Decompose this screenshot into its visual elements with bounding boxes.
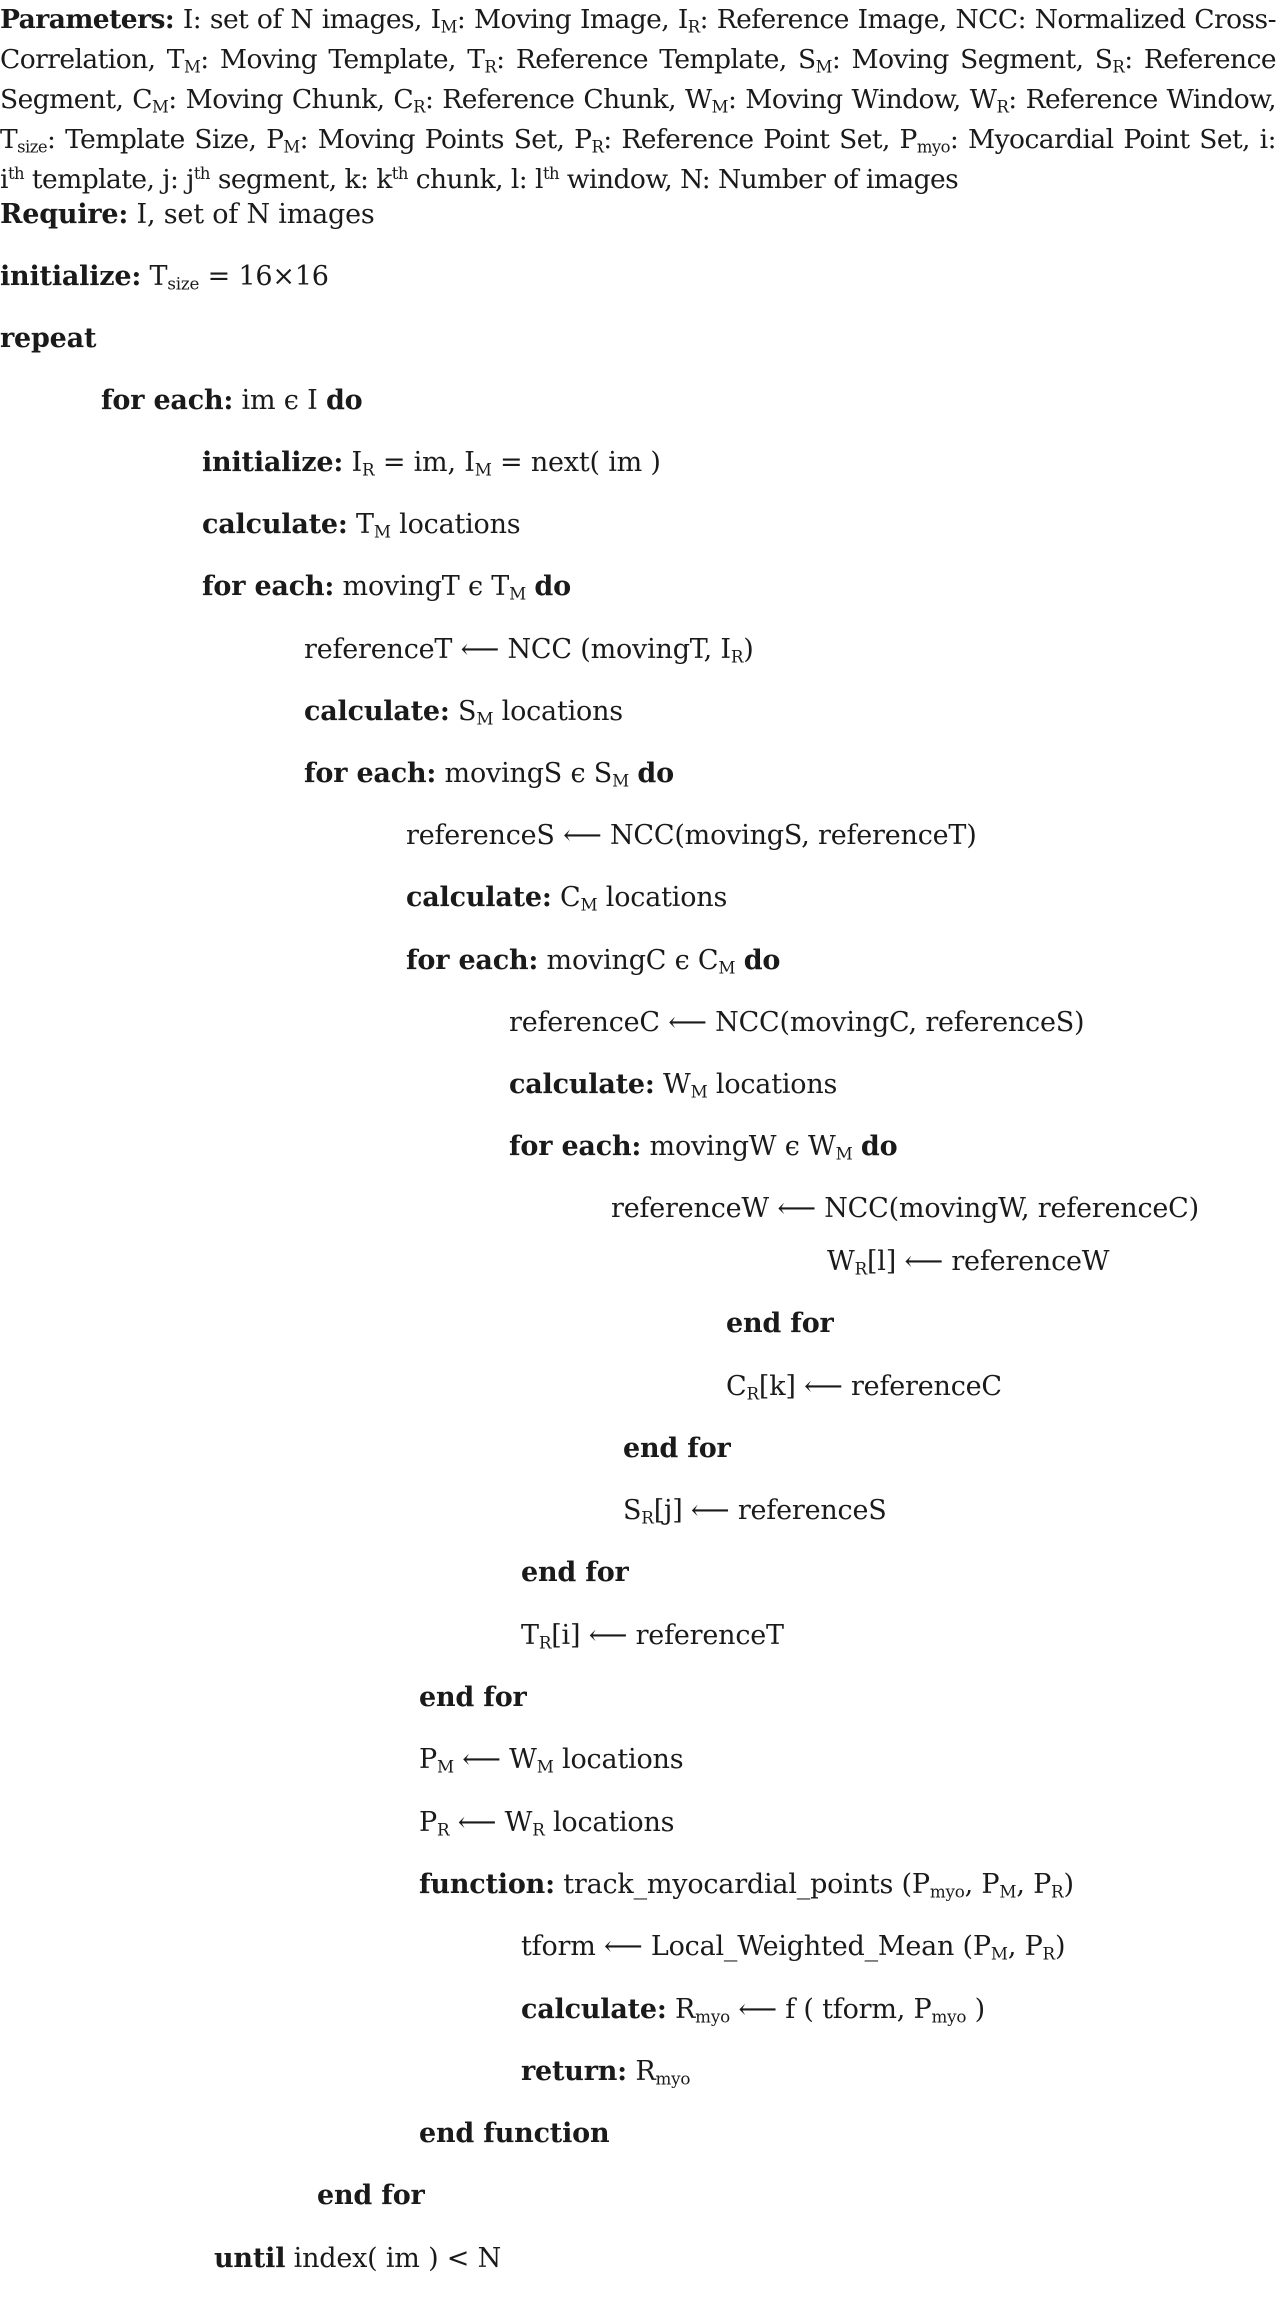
statement-text: P bbox=[419, 1744, 437, 1775]
keyword: Require: bbox=[0, 199, 129, 230]
param-description: : Moving Segment, bbox=[831, 44, 1095, 75]
param-description: template, bbox=[24, 164, 163, 195]
algorithm-line bbox=[509, 1003, 1084, 1043]
param-description: : Reference Image, bbox=[699, 4, 956, 35]
algorithm-line bbox=[419, 2114, 609, 2154]
param-subscript: myo bbox=[916, 137, 950, 157]
statement-text: T bbox=[141, 261, 168, 292]
algorithm-line bbox=[521, 1616, 784, 1656]
algorithm-line bbox=[521, 2052, 690, 2092]
keyword: end for bbox=[521, 1557, 629, 1588]
keyword: do bbox=[534, 571, 571, 602]
statement-text: locations bbox=[493, 696, 623, 727]
algorithm-line bbox=[202, 505, 520, 545]
keyword: end function bbox=[419, 2118, 610, 2149]
algorithm-line bbox=[202, 567, 571, 607]
param-description: : Number of images bbox=[701, 164, 959, 195]
keyword: do bbox=[325, 385, 363, 416]
param-subscript: M bbox=[183, 57, 201, 77]
subscript: myo bbox=[695, 2006, 730, 2027]
param-subscript: R bbox=[591, 137, 604, 157]
statement-text: S bbox=[449, 696, 477, 727]
param-description: window, bbox=[559, 164, 681, 195]
statement-text: I bbox=[343, 447, 363, 478]
keyword: calculate: bbox=[521, 1994, 667, 2025]
subscript: myo bbox=[929, 1881, 965, 1902]
algorithm-line bbox=[406, 878, 727, 918]
param-description: : Reference Window, bbox=[1008, 84, 1276, 115]
algorithm-line bbox=[611, 1189, 1199, 1229]
keyword: for each: bbox=[406, 945, 539, 976]
keyword: do bbox=[860, 1131, 898, 1162]
keyword: calculate: bbox=[202, 509, 348, 540]
algorithm-line bbox=[623, 1491, 887, 1531]
statement-text: locations bbox=[544, 1807, 675, 1838]
subscript: R bbox=[538, 1632, 552, 1653]
subscript: R bbox=[854, 1258, 867, 1279]
param-description: segment, bbox=[209, 164, 345, 195]
algorithm-line bbox=[726, 1304, 834, 1344]
param-symbol: P bbox=[266, 124, 284, 155]
param-symbol: l bbox=[510, 164, 519, 195]
statement-text bbox=[853, 1131, 861, 1162]
statement-text: ⟵ W bbox=[453, 1744, 537, 1775]
param-subscript: M bbox=[152, 97, 169, 117]
parameters-paragraph bbox=[0, 0, 1276, 200]
param-symbol: k bbox=[344, 164, 361, 195]
param-symbol: P bbox=[899, 124, 917, 155]
algorithm-line bbox=[101, 381, 362, 421]
statement-text: movingW ϵ W bbox=[641, 1131, 836, 1162]
statement-text: tform ⟵ Local_Weighted_Mean (P bbox=[521, 1931, 991, 1962]
param-description: : Myocardial Point Set, bbox=[949, 124, 1260, 155]
statement-text: T bbox=[521, 1620, 539, 1651]
keyword: do bbox=[743, 945, 781, 976]
algorithm-line bbox=[304, 630, 754, 670]
algorithm-line bbox=[521, 1553, 629, 1593]
subscript: M bbox=[436, 1756, 454, 1777]
statement-text: [l] ⟵ referenceW bbox=[866, 1246, 1110, 1277]
param-symbol: j bbox=[162, 164, 170, 195]
subscript: M bbox=[690, 1081, 708, 1102]
statement-text bbox=[735, 945, 743, 976]
statement-text: ) bbox=[743, 634, 754, 665]
param-superscript: th bbox=[542, 163, 560, 183]
statement-text: referenceT ⟵ NCC (movingT, I bbox=[304, 634, 731, 665]
subscript: M bbox=[612, 770, 629, 791]
param-symbol: S bbox=[798, 44, 816, 75]
statement-text: , P bbox=[1016, 1869, 1052, 1900]
param-symbol: I bbox=[430, 4, 441, 35]
statement-text: [i] ⟵ referenceT bbox=[551, 1620, 784, 1651]
statement-text: W bbox=[827, 1246, 855, 1277]
keyword: calculate: bbox=[509, 1069, 655, 1100]
algorithm-line bbox=[419, 1678, 527, 1718]
param-symbol: T bbox=[166, 44, 184, 75]
subscript: M bbox=[474, 459, 492, 480]
keyword: calculate: bbox=[304, 696, 450, 727]
statement-text: movingS ϵ S bbox=[436, 758, 613, 789]
algorithm-line bbox=[419, 1865, 1074, 1905]
keyword: for each: bbox=[304, 758, 437, 789]
keyword: do bbox=[637, 758, 674, 789]
param-subscript: R bbox=[1112, 57, 1125, 77]
param-subscript: R bbox=[413, 97, 425, 117]
algorithm-line bbox=[214, 2239, 501, 2279]
param-superscript: th bbox=[193, 163, 210, 183]
subscript: M bbox=[476, 708, 494, 729]
statement-text: referenceS ⟵ NCC(movingS, referenceT) bbox=[406, 820, 977, 851]
statement-text: referenceC ⟵ NCC(movingC, referenceS) bbox=[509, 1007, 1085, 1038]
param-superscript: th bbox=[391, 163, 408, 183]
param-description: : Moving Template, bbox=[200, 44, 468, 75]
param-description: : Reference Segment, bbox=[0, 44, 1276, 115]
keyword: for each: bbox=[509, 1131, 642, 1162]
param-subscript: R bbox=[996, 97, 1009, 117]
keyword: initialize: bbox=[0, 261, 142, 292]
subscript: size bbox=[167, 273, 200, 294]
subscript: M bbox=[509, 583, 527, 604]
param-description: : Moving Points Set, bbox=[299, 124, 575, 155]
statement-text: ) bbox=[1054, 1931, 1066, 1962]
keyword: end for bbox=[726, 1308, 834, 1339]
keyword: for each: bbox=[101, 385, 234, 416]
param-symbol: i bbox=[1259, 124, 1268, 155]
statement-text: locations bbox=[597, 882, 728, 913]
algorithm-line bbox=[202, 443, 661, 483]
param-description: : Reference Chunk, bbox=[424, 84, 685, 115]
keyword: end for bbox=[419, 1682, 527, 1713]
statement-text: R bbox=[626, 2056, 656, 2087]
keyword: until bbox=[214, 2243, 286, 2274]
param-description: : Moving Window, bbox=[727, 84, 970, 115]
param-description: : Template Size, bbox=[47, 124, 267, 155]
param-subscript: R bbox=[484, 57, 497, 77]
keyword: function: bbox=[419, 1869, 555, 1900]
subscript: R bbox=[532, 1819, 545, 1840]
keyword: for each: bbox=[202, 571, 335, 602]
statement-text: movingT ϵ T bbox=[334, 571, 510, 602]
keyword: return: bbox=[521, 2056, 627, 2087]
statement-text: = 16×16 bbox=[199, 261, 329, 292]
statement-text: locations bbox=[390, 509, 521, 540]
keyword: initialize: bbox=[202, 447, 344, 478]
algorithm-line bbox=[521, 1927, 1065, 1967]
algorithm-line bbox=[0, 319, 96, 359]
keyword: repeat bbox=[0, 323, 97, 354]
param-symbol: S bbox=[1094, 44, 1113, 75]
param-description: : Reference Template, bbox=[496, 44, 799, 75]
statement-text: C bbox=[726, 1371, 747, 1402]
param-symbol: W bbox=[969, 84, 997, 115]
param-symbol: N bbox=[680, 164, 702, 195]
algorithm-line bbox=[419, 1740, 683, 1780]
statement-text: ⟵ f ( tform, P bbox=[729, 1994, 932, 2025]
algorithm-line bbox=[304, 754, 674, 794]
keyword: end for bbox=[317, 2180, 425, 2211]
algorithm-line bbox=[0, 257, 329, 297]
statement-text: T bbox=[347, 509, 374, 540]
subscript: R bbox=[362, 459, 375, 480]
subscript: M bbox=[835, 1143, 853, 1164]
algorithm-line bbox=[317, 2176, 425, 2216]
statement-text: ) bbox=[966, 1994, 986, 2025]
param-description: : Normalized Cross-Correlation, bbox=[0, 4, 1276, 75]
algorithm-line bbox=[521, 1990, 985, 2030]
algorithm-line bbox=[406, 941, 780, 981]
param-description: : k bbox=[360, 164, 392, 195]
subscript: myo bbox=[655, 2068, 691, 2089]
param-description: chunk, bbox=[407, 164, 511, 195]
statement-text: , P bbox=[964, 1869, 1000, 1900]
param-description: : Reference Point Set, bbox=[603, 124, 900, 155]
statement-text: = im, I bbox=[374, 447, 475, 478]
param-description: : j bbox=[169, 164, 194, 195]
statement-text: P bbox=[419, 1807, 437, 1838]
subscript: M bbox=[580, 894, 598, 915]
param-symbol: W bbox=[684, 84, 712, 115]
param-symbol: I bbox=[677, 4, 688, 35]
subscript: R bbox=[746, 1383, 759, 1404]
statement-text: S bbox=[623, 1495, 642, 1526]
param-description: : l bbox=[518, 164, 543, 195]
statement-text: ) bbox=[1063, 1869, 1074, 1900]
algorithm-line bbox=[0, 195, 375, 235]
keyword: calculate: bbox=[406, 882, 552, 913]
param-symbol: T bbox=[467, 44, 485, 75]
algorithm-line bbox=[827, 1242, 1109, 1282]
param-symbol: I bbox=[182, 4, 193, 35]
statement-text: ⟵ W bbox=[449, 1807, 533, 1838]
statement-text: I, set of N images bbox=[128, 199, 375, 230]
subscript: M bbox=[990, 1943, 1008, 1964]
statement-text: [k] ⟵ referenceC bbox=[758, 1371, 1002, 1402]
statement-text: , P bbox=[1007, 1931, 1043, 1962]
param-subscript: M bbox=[815, 57, 832, 77]
param-subscript: M bbox=[711, 97, 728, 117]
param-subscript: R bbox=[687, 17, 700, 37]
param-symbol: C bbox=[393, 84, 414, 115]
parameters-label: Parameters: bbox=[0, 4, 175, 35]
statement-text: locations bbox=[553, 1744, 684, 1775]
subscript: myo bbox=[931, 2006, 967, 2027]
keyword: end for bbox=[623, 1433, 731, 1464]
subscript: R bbox=[436, 1819, 450, 1840]
param-symbol: T bbox=[0, 124, 18, 155]
subscript: R bbox=[641, 1507, 654, 1528]
param-description: : Moving Chunk, bbox=[168, 84, 394, 115]
algorithm-line bbox=[726, 1367, 1002, 1407]
algorithm-line bbox=[304, 692, 623, 732]
subscript: M bbox=[536, 1756, 554, 1777]
statement-text: movingC ϵ C bbox=[538, 945, 719, 976]
statement-text: C bbox=[551, 882, 581, 913]
statement-text: = next( im ) bbox=[491, 447, 661, 478]
algorithm-line bbox=[406, 816, 977, 856]
param-symbol: NCC bbox=[955, 4, 1018, 35]
statement-text: R bbox=[666, 1994, 696, 2025]
statement-text: im ϵ I bbox=[233, 385, 326, 416]
subscript: R bbox=[1042, 1943, 1055, 1964]
param-description: : i bbox=[0, 124, 1276, 195]
algorithm-line bbox=[419, 1803, 674, 1843]
subscript: R bbox=[730, 646, 744, 667]
param-symbol: C bbox=[132, 84, 153, 115]
statement-text: index( im ) < N bbox=[285, 2243, 502, 2274]
param-description: : set of N images, bbox=[192, 4, 431, 35]
algorithm-line bbox=[509, 1065, 837, 1105]
statement-text: track_myocardial_points (P bbox=[554, 1869, 930, 1900]
statement-text: W bbox=[654, 1069, 691, 1100]
param-subscript: size bbox=[17, 137, 47, 157]
param-superscript: th bbox=[7, 163, 25, 183]
subscript: R bbox=[1051, 1881, 1064, 1902]
statement-text: locations bbox=[707, 1069, 838, 1100]
algorithm-line bbox=[623, 1429, 731, 1469]
param-subscript: M bbox=[440, 17, 457, 37]
statement-text: [j] ⟵ referenceS bbox=[653, 1495, 887, 1526]
algorithm-line bbox=[509, 1127, 897, 1167]
subscript: M bbox=[373, 521, 391, 542]
param-subscript: M bbox=[283, 137, 300, 157]
subscript: M bbox=[718, 957, 736, 978]
statement-text: referenceW ⟵ NCC(movingW, referenceC) bbox=[611, 1193, 1199, 1224]
param-symbol: P bbox=[574, 124, 592, 155]
param-description: : Moving Image, bbox=[456, 4, 678, 35]
subscript: M bbox=[999, 1881, 1017, 1902]
